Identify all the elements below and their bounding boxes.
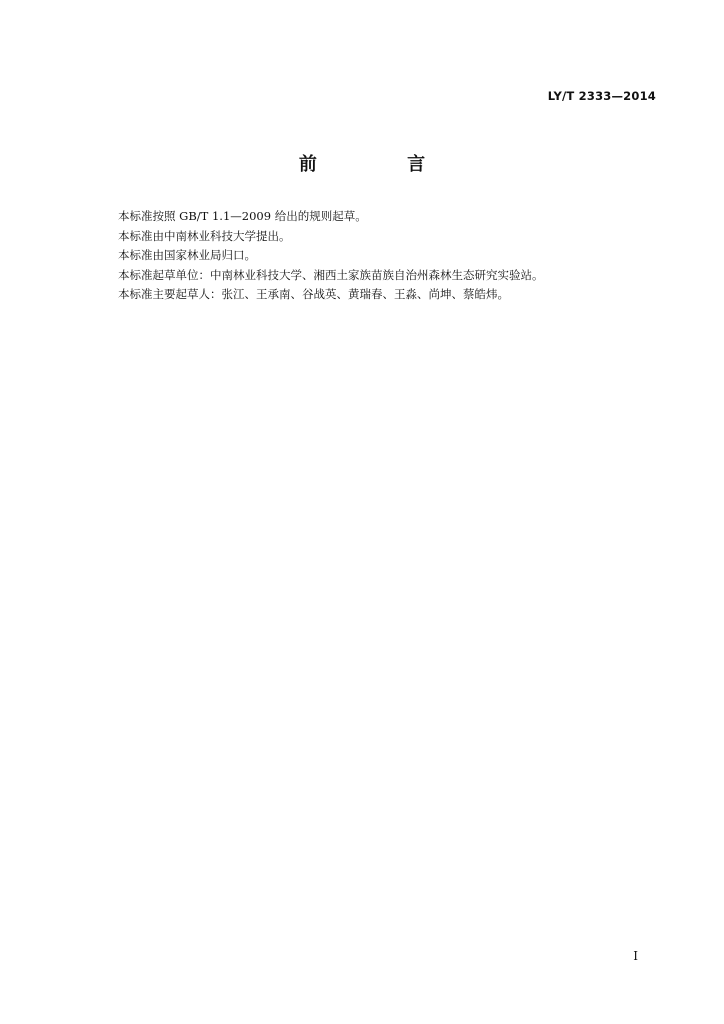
paragraph-drafting-units: 本标准起草单位：中南林业科技大学、湘西土家族苗族自治州森林生态研究实验站。: [118, 267, 544, 282]
paragraph-administrator: 本标准由国家林业局归口。: [118, 248, 256, 262]
paragraph-proposer: 本标准由中南林业科技大学提出。: [118, 228, 291, 243]
standard-code: LY/T 2333—2014: [547, 89, 656, 103]
paragraph-drafters: 本标准主要起草人：张江、王承南、谷战英、黄瑞春、王淼、尚坤、蔡皓炜。: [118, 287, 509, 301]
paragraph-drafting-rules: 本标准按照 GB/T 1.1—2009 给出的规则起草。: [118, 209, 367, 223]
page-number: I: [633, 949, 638, 963]
body-text: [118, 207, 658, 305]
page-title: 前 言: [298, 154, 468, 175]
